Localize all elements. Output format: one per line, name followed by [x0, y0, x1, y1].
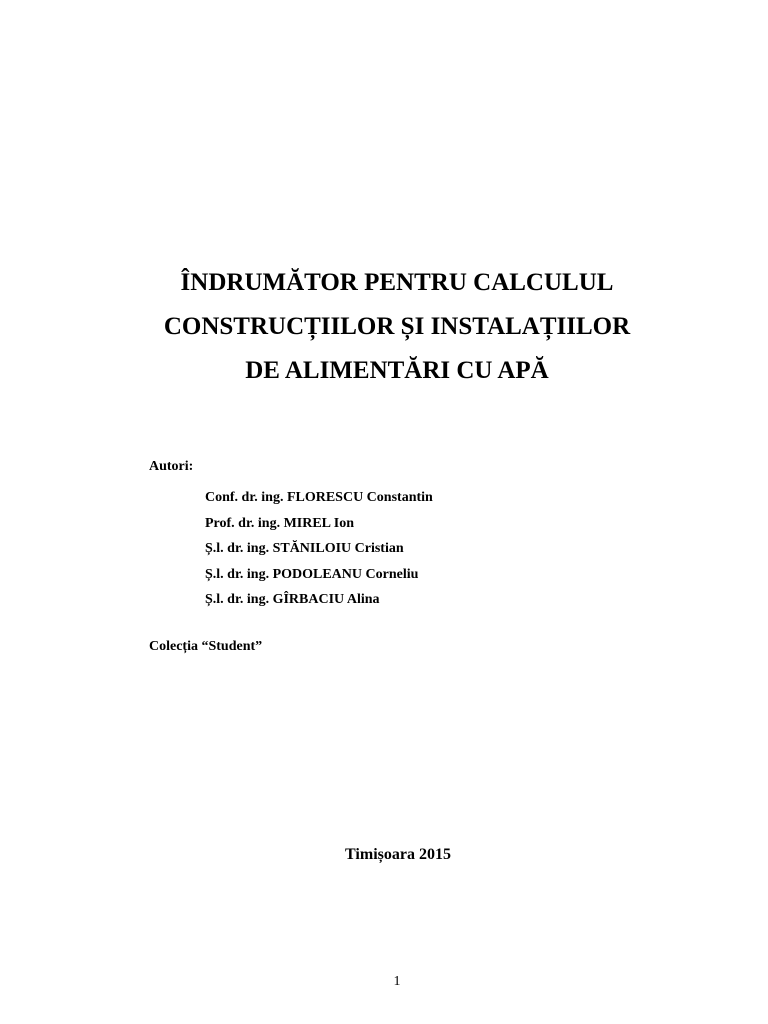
- title-line-3: DE ALIMENTĂRI CU APĂ: [245, 357, 549, 384]
- authors-heading: Autori:: [149, 459, 194, 474]
- authors-list: [205, 485, 433, 613]
- place-and-year: [0, 846, 768, 864]
- author-item: Ș.l. dr. ing. PODOLEANU Corneliu: [205, 566, 419, 582]
- author-item: Ș.l. dr. ing. GÎRBACIU Alina: [205, 592, 380, 607]
- collection-name: Colecția “Student”: [149, 639, 263, 654]
- document-title: [0, 261, 768, 393]
- page-number: [0, 974, 768, 990]
- place-and-year-text: Timișoara 2015: [345, 846, 451, 863]
- author-item: Ș.l. dr. ing. STĂNILOIU Cristian: [205, 541, 404, 556]
- author-item: Prof. dr. ing. MIREL Ion: [205, 515, 354, 531]
- page-number-text: 1: [393, 974, 401, 989]
- title-line-1: ÎNDRUMĂTOR PENTRU CALCULUL: [180, 269, 614, 296]
- title-line-2: CONSTRUCȚIILOR ȘI INSTALAȚIILOR: [163, 313, 631, 340]
- author-item: Conf. dr. ing. FLORESCU Constantin: [205, 490, 433, 505]
